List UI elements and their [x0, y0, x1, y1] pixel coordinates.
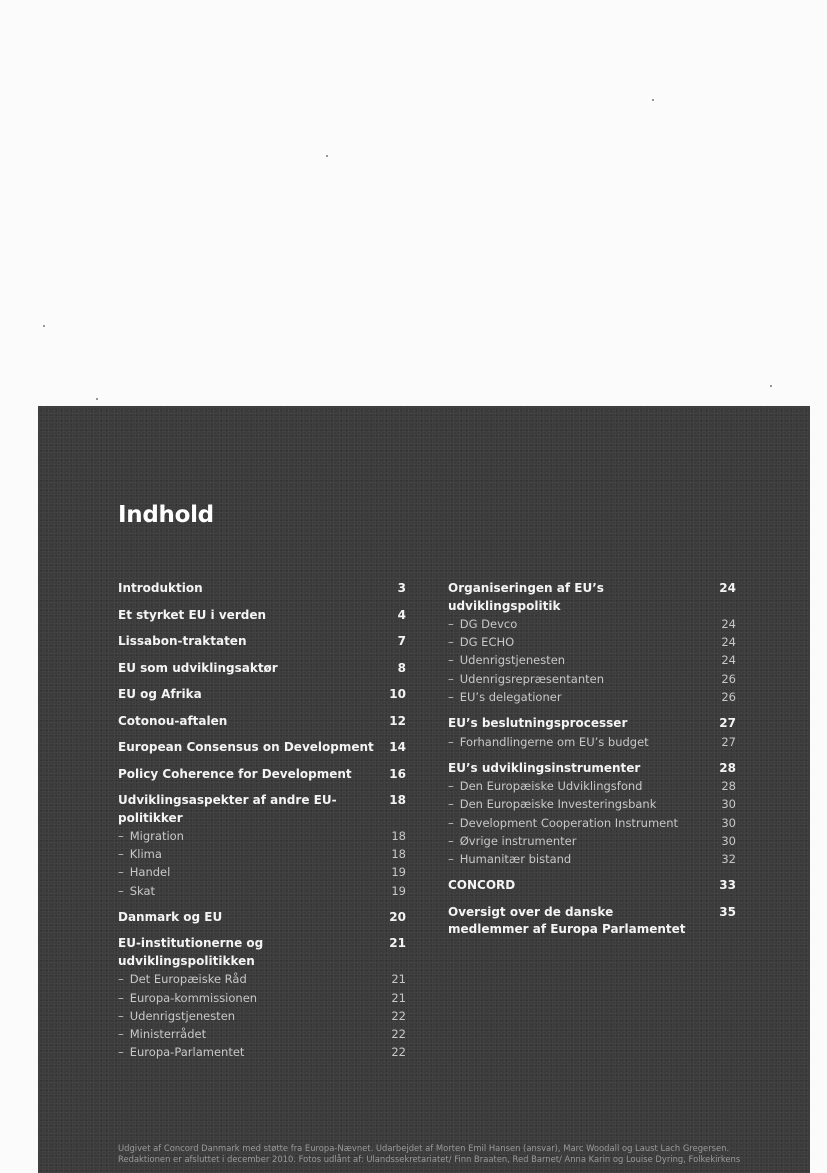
dash-bullet-icon: –	[448, 779, 454, 794]
toc-subentry-label: Handel	[129, 865, 171, 880]
toc-page-number: 30	[721, 815, 736, 830]
toc-page-number: 21	[389, 936, 406, 951]
dash-bullet-icon: –	[448, 797, 454, 812]
scan-speck	[96, 398, 98, 400]
toc-row	[118, 580, 406, 598]
toc-row	[448, 850, 736, 868]
dash-bullet-icon: –	[448, 833, 454, 848]
toc-subentry[interactable]	[448, 733, 736, 751]
toc-page-number: 4	[397, 607, 406, 622]
toc-row	[448, 633, 736, 651]
toc-entry-label: Introduktion	[118, 581, 203, 595]
toc-subentry-text	[448, 850, 571, 868]
toc-subentry-text	[118, 1007, 235, 1025]
toc-entry-label: Lissabon-traktaten	[118, 634, 247, 648]
toc-subentry-label: Udenrigstjenesten	[129, 1008, 236, 1023]
colophon-line-2: Redaktionen er afsluttet i december 2010. Fotos udlånt af: Ulandssekretariatet/ Finn Braaten, Red Barnet/ Anna Karin og Louise Dyring, Folkekirkens	[118, 1154, 741, 1164]
toc-subentry-text	[448, 615, 517, 633]
dash-bullet-icon: –	[118, 990, 124, 1005]
toc-page-number: 18	[389, 793, 406, 807]
toc-page-number: 24	[721, 653, 736, 668]
toc-row	[448, 904, 736, 939]
toc-page-number: 33	[719, 878, 736, 893]
toc-page-number: 24	[721, 617, 736, 631]
toc-page-number: 28	[721, 779, 736, 794]
toc-entry[interactable]	[448, 904, 736, 939]
toc-subentry[interactable]	[448, 814, 736, 832]
dash-bullet-icon: –	[448, 617, 454, 631]
toc-subentry-text	[118, 1025, 206, 1043]
toc-row	[118, 863, 406, 881]
toc-entry-label: Danmark og EU	[118, 909, 223, 924]
dash-bullet-icon: –	[448, 734, 454, 749]
toc-subentry-label: Skat	[129, 883, 156, 898]
toc-page-number: 27	[721, 734, 736, 749]
toc-row	[448, 795, 736, 813]
scan-speck	[770, 385, 772, 387]
toc-entry-label: Organiseringen af EU’s udviklingspolitik	[448, 581, 609, 613]
toc-subentry-label: Forhandlingerne om EU’s budget	[459, 734, 649, 749]
toc-row	[118, 686, 406, 704]
toc-page-number: 28	[719, 760, 736, 775]
toc-row	[118, 989, 406, 1007]
toc-page-number: 24	[721, 635, 736, 650]
toc-row	[448, 877, 736, 895]
toc-subentry-label: EU’s delegationer	[459, 689, 562, 704]
toc-subentry-label: DG Devco	[459, 617, 518, 631]
toc-page-number: 14	[389, 740, 406, 754]
toc-subentry-text	[448, 733, 649, 751]
toc-row	[448, 615, 736, 633]
toc-row	[118, 909, 406, 927]
toc-page-number: 22	[391, 1045, 406, 1060]
toc-subentry-text	[448, 633, 514, 651]
toc-row	[118, 766, 406, 784]
toc-entry-label: EU’s udviklingsinstrumenter	[448, 760, 641, 775]
toc-subentry[interactable]	[118, 863, 406, 881]
toc-subentry[interactable]	[448, 795, 736, 813]
toc-row	[448, 733, 736, 751]
toc-entry-label: Policy Coherence for Development	[118, 766, 352, 781]
toc-page-number: 19	[391, 865, 406, 880]
toc-entry[interactable]	[118, 633, 406, 651]
toc-subentry[interactable]	[448, 777, 736, 795]
toc-row	[118, 633, 406, 651]
toc-subentry[interactable]	[448, 633, 736, 651]
toc-subentry-label: Migration	[129, 829, 184, 843]
toc-row	[118, 713, 406, 731]
toc-row	[118, 1043, 406, 1061]
toc-page-number: 21	[391, 972, 406, 987]
toc-entry[interactable]	[448, 877, 736, 895]
toc-subentry-label: Det Europæiske Råd	[129, 972, 247, 987]
toc-entry[interactable]	[118, 739, 406, 757]
toc-row	[448, 715, 736, 733]
toc-page-number: 26	[721, 689, 736, 704]
toc-subentry-text	[118, 863, 170, 881]
toc-subentry-text	[118, 1043, 244, 1061]
toc-page-number: 7	[397, 634, 406, 648]
dash-bullet-icon: –	[118, 1026, 124, 1041]
toc-subentry-label: Ministerrådet	[129, 1026, 207, 1041]
toc-subentry[interactable]	[448, 651, 736, 669]
toc-subentry-text	[448, 688, 562, 706]
toc-subentry-text	[118, 882, 155, 900]
toc-subentry-label: Development Cooperation Instrument	[459, 815, 679, 830]
toc-row	[118, 827, 406, 845]
toc-subentry[interactable]	[448, 832, 736, 850]
toc-page-number: 18	[391, 847, 406, 862]
toc-page-number: 16	[389, 766, 406, 781]
toc-subentry-text	[448, 670, 604, 688]
toc-entry[interactable]	[118, 713, 406, 731]
toc-subentry-label: Europa-Parlamentet	[129, 1045, 245, 1060]
toc-row	[448, 580, 736, 615]
toc-subentry[interactable]	[118, 1043, 406, 1061]
toc-page-number: 35	[719, 904, 736, 919]
toc-page-number: 26	[721, 671, 736, 686]
toc-entry-label: EU-institutionerne og udviklingspolitikken	[118, 936, 268, 968]
contents-panel	[38, 406, 810, 1173]
toc-subentry-label: Den Europæiske Investeringsbank	[459, 797, 657, 812]
toc-row	[118, 970, 406, 988]
toc-subentry-label: Klima	[129, 847, 162, 862]
dash-bullet-icon: –	[448, 671, 454, 686]
toc-page-number: 18	[391, 829, 406, 843]
dash-bullet-icon: –	[118, 865, 124, 880]
colophon	[118, 1143, 808, 1165]
toc-entry[interactable]	[118, 909, 406, 927]
toc-entry-label: Udviklingsaspekter af andre EU-politikker	[118, 793, 337, 825]
dash-bullet-icon: –	[448, 635, 454, 650]
toc-subentry[interactable]	[448, 670, 736, 688]
toc-row	[448, 651, 736, 669]
toc-subentry-label: DG ECHO	[459, 635, 515, 650]
toc-subentry-text	[118, 989, 257, 1007]
toc-entry[interactable]	[448, 715, 736, 733]
toc-row	[118, 1007, 406, 1025]
scan-speck	[43, 325, 45, 327]
toc-entry-label: Et styrket EU i verden	[118, 607, 267, 622]
toc-page-number: 30	[721, 797, 736, 812]
toc-page-number: 3	[397, 581, 406, 595]
toc-row	[118, 792, 406, 827]
toc-subentry-text	[118, 827, 184, 845]
toc-row	[118, 739, 406, 757]
toc-subentry[interactable]	[118, 1025, 406, 1043]
toc-subentry-label: Europa-kommissionen	[129, 990, 258, 1005]
toc-subentry[interactable]	[118, 882, 406, 900]
toc-subentry[interactable]	[448, 850, 736, 868]
toc-subentry-label: Humanitær bistand	[459, 852, 572, 867]
toc-subentry-label: Udenrigsrepræsentanten	[459, 671, 604, 686]
dash-bullet-icon: –	[118, 883, 124, 898]
toc-subentry-text	[118, 970, 247, 988]
toc-row	[448, 670, 736, 688]
toc-subentry-text	[448, 777, 642, 795]
toc-entry[interactable]	[118, 686, 406, 704]
toc-entry[interactable]	[118, 607, 406, 625]
toc-entry[interactable]	[448, 760, 736, 778]
toc-subentry[interactable]	[118, 827, 406, 845]
toc-entry[interactable]	[448, 580, 736, 615]
toc-page-number: 19	[391, 883, 406, 898]
toc-subentry-text	[448, 832, 576, 850]
colophon-line-1: Udgivet af Concord Danmark med støtte fra Europa-Nævnet. Udarbejdet af Morten Emil Hansen (ansvar), Marc Woodall og Laust Lach Gregersen.	[118, 1143, 730, 1153]
toc-subentry-text	[118, 845, 162, 863]
dash-bullet-icon: –	[448, 815, 454, 830]
toc-subentry[interactable]	[448, 615, 736, 633]
toc-subentry-label: Øvrige instrumenter	[459, 833, 577, 848]
scan-speck	[652, 99, 654, 101]
toc-subentry-text	[448, 814, 678, 832]
toc-right-column	[448, 580, 736, 939]
toc-subentry[interactable]	[448, 688, 736, 706]
toc-row	[118, 882, 406, 900]
toc-page-number: 20	[389, 909, 406, 924]
dash-bullet-icon: –	[118, 1008, 124, 1023]
toc-entry-label: EU og Afrika	[118, 687, 202, 701]
toc-row	[118, 845, 406, 863]
toc-entry-label: EU som udviklingsaktør	[118, 660, 278, 675]
toc-row	[118, 660, 406, 678]
toc-row	[118, 935, 406, 970]
toc-entry[interactable]	[118, 935, 406, 970]
toc-row	[448, 814, 736, 832]
dash-bullet-icon: –	[448, 653, 454, 668]
toc-subentry[interactable]	[118, 989, 406, 1007]
dash-bullet-icon: –	[448, 689, 454, 704]
toc-page-number: 12	[389, 713, 406, 728]
toc-row	[448, 760, 736, 778]
toc-row	[448, 777, 736, 795]
toc-subentry-text	[448, 651, 565, 669]
toc-entry-label: Oversigt over de danske medlemmer af Europa Parlamentet	[448, 904, 686, 937]
toc-page-number: 22	[391, 1026, 406, 1041]
dash-bullet-icon: –	[448, 852, 454, 867]
dash-bullet-icon: –	[118, 1045, 124, 1060]
toc-left-column	[118, 580, 406, 1061]
toc-page-number: 8	[397, 660, 406, 675]
toc-entry-label: European Consensus on Development	[118, 740, 374, 754]
dash-bullet-icon: –	[118, 972, 124, 987]
dash-bullet-icon: –	[118, 847, 124, 862]
toc-subentry-label: Den Europæiske Udviklingsfond	[459, 779, 643, 794]
toc-entry[interactable]	[118, 792, 406, 827]
toc-page-number: 30	[721, 833, 736, 848]
toc-entry-label: Cotonou-aftalen	[118, 713, 228, 728]
toc-subentry[interactable]	[118, 845, 406, 863]
toc-subentry-text	[448, 795, 656, 813]
toc-row	[118, 607, 406, 625]
toc-page-number: 22	[391, 1008, 406, 1023]
toc-entry[interactable]	[118, 660, 406, 678]
toc-entry[interactable]	[118, 766, 406, 784]
toc-entry-label: CONCORD	[448, 878, 516, 893]
toc-row	[448, 832, 736, 850]
dash-bullet-icon: –	[118, 829, 124, 843]
toc-subentry[interactable]	[118, 970, 406, 988]
toc-page-number: 10	[389, 687, 406, 701]
toc-subentry[interactable]	[118, 1007, 406, 1025]
toc-entry-label: EU’s beslutningsprocesser	[448, 716, 628, 731]
toc-page-number: 27	[719, 716, 736, 731]
toc-row	[118, 1025, 406, 1043]
contents-heading: Indhold	[118, 502, 214, 528]
scan-speck	[326, 155, 328, 157]
toc-subentry-label: Udenrigstjenesten	[459, 653, 566, 668]
toc-row	[448, 688, 736, 706]
toc-page-number: 24	[719, 581, 736, 595]
toc-page-number: 32	[721, 852, 736, 867]
toc-entry[interactable]	[118, 580, 406, 598]
toc-page-number: 21	[391, 990, 406, 1005]
